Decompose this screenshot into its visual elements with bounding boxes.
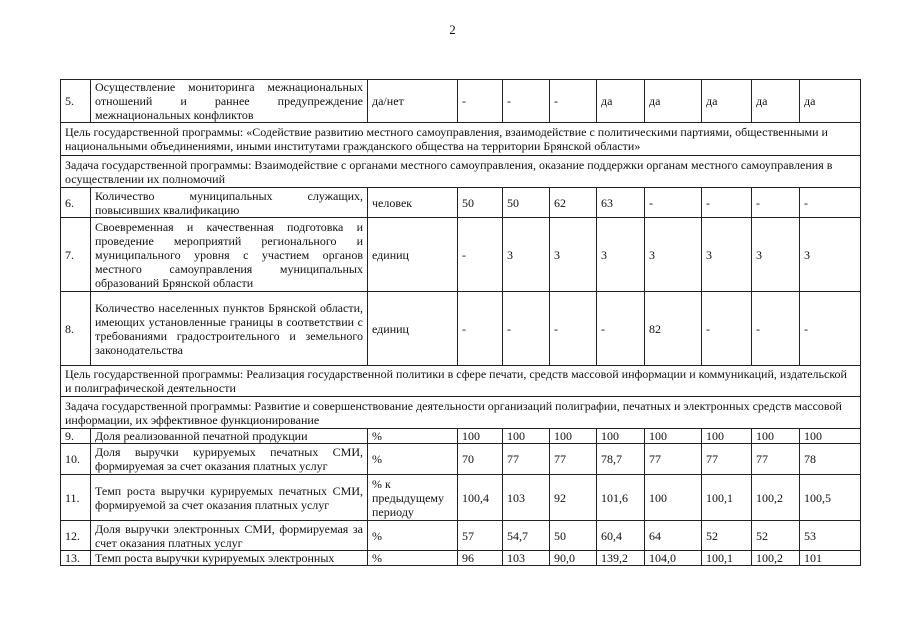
value-cell: 82 (645, 292, 702, 366)
value-cell: 104,0 (645, 551, 702, 566)
indicators-table (60, 79, 861, 566)
value-cell: 139,2 (597, 551, 645, 566)
program-task: Задача государственной программы: Взаимодействие с органами местного самоуправления, оказание поддержки органам местного самоуправления в осуществлении их полномочий (61, 156, 861, 188)
indicator-name: Доля выручки курируемых печатных СМИ, формируемая за счет оказания платных услуг (91, 444, 368, 475)
table-row (61, 475, 861, 521)
row-number: 8. (61, 292, 91, 366)
value-cell: да (645, 80, 702, 123)
row-number: 12. (61, 521, 91, 551)
unit: % (368, 429, 458, 444)
value-cell: 100 (550, 429, 597, 444)
value-cell: 100,5 (800, 475, 861, 521)
indicator-name: Темп роста выручки курируемых электронных (91, 551, 368, 566)
row-number: 11. (61, 475, 91, 521)
table-row (61, 218, 861, 292)
program-goal: Цель государственной программы: «Содействие развитию местного самоуправления, взаимодействие с политическими партиями, общественными и национальными объединениями, иными институтами гражданского общества на территории Брянской области» (61, 123, 861, 156)
value-cell: 54,7 (503, 521, 550, 551)
value-cell: - (752, 188, 800, 218)
value-cell: 78,7 (597, 444, 645, 475)
value-cell: да (702, 80, 752, 123)
value-cell: 3 (597, 218, 645, 292)
value-cell: 100 (597, 429, 645, 444)
value-cell: да (597, 80, 645, 123)
value-cell: 3 (752, 218, 800, 292)
table-row (61, 397, 861, 429)
table-row (61, 188, 861, 218)
unit: единиц (368, 218, 458, 292)
value-cell: 100 (752, 429, 800, 444)
value-cell: 100 (645, 429, 702, 444)
value-cell: 92 (550, 475, 597, 521)
value-cell: - (597, 292, 645, 366)
value-cell: 52 (752, 521, 800, 551)
value-cell: - (752, 292, 800, 366)
row-number: 6. (61, 188, 91, 218)
indicator-name: Своевременная и качественная подготовка и проведение мероприятий регионального и муниципального уровня с участием органов местного самоуправления муниципальных образований Брянской области (91, 218, 368, 292)
row-number: 13. (61, 551, 91, 566)
value-cell: 78 (800, 444, 861, 475)
value-cell: 50 (458, 188, 503, 218)
value-cell: - (702, 292, 752, 366)
table-row (61, 521, 861, 551)
indicator-name: Количество муниципальных служащих, повысивших квалификацию (91, 188, 368, 218)
table-row (61, 123, 861, 156)
unit: единиц (368, 292, 458, 366)
value-cell: 70 (458, 444, 503, 475)
value-cell: 100 (645, 475, 702, 521)
value-cell: - (458, 292, 503, 366)
row-number: 9. (61, 429, 91, 444)
value-cell: 64 (645, 521, 702, 551)
table-row (61, 429, 861, 444)
row-number: 10. (61, 444, 91, 475)
table-row (61, 292, 861, 366)
indicator-name: Доля реализованной печатной продукции (91, 429, 368, 444)
indicator-name: Количество населенных пунктов Брянской области, имеющих установленные границы в соответствии с требованиями градостроительного и земельного законодательства (91, 292, 368, 366)
value-cell: 77 (550, 444, 597, 475)
unit: % (368, 551, 458, 566)
value-cell: 103 (503, 475, 550, 521)
table-row (61, 156, 861, 188)
value-cell: 3 (702, 218, 752, 292)
table-row (61, 366, 861, 397)
value-cell: 77 (752, 444, 800, 475)
value-cell: 103 (503, 551, 550, 566)
indicator-name: Темп роста выручки курируемых печатных СМИ, формируемой за счет оказания платных услуг (91, 475, 368, 521)
value-cell: 57 (458, 521, 503, 551)
value-cell: 100,4 (458, 475, 503, 521)
table-row (61, 551, 861, 566)
value-cell: 3 (800, 218, 861, 292)
indicator-name: Осуществление мониторинга межнациональных отношений и раннее предупреждение межнациональных конфликтов (91, 80, 368, 123)
value-cell: 100,2 (752, 475, 800, 521)
value-cell: 3 (645, 218, 702, 292)
unit: % к предыдущему периоду (368, 475, 458, 521)
value-cell: 101 (800, 551, 861, 566)
table-row (61, 444, 861, 475)
unit: да/нет (368, 80, 458, 123)
value-cell: 90,0 (550, 551, 597, 566)
unit: % (368, 521, 458, 551)
value-cell: 100,1 (702, 551, 752, 566)
value-cell: 60,4 (597, 521, 645, 551)
value-cell: 62 (550, 188, 597, 218)
value-cell: да (752, 80, 800, 123)
value-cell: да (800, 80, 861, 123)
value-cell: 52 (702, 521, 752, 551)
unit: % (368, 444, 458, 475)
value-cell: 100 (800, 429, 861, 444)
value-cell: - (702, 188, 752, 218)
row-number: 7. (61, 218, 91, 292)
value-cell: 50 (503, 188, 550, 218)
value-cell: 100,1 (702, 475, 752, 521)
value-cell: 100 (503, 429, 550, 444)
value-cell: 3 (550, 218, 597, 292)
value-cell: 101,6 (597, 475, 645, 521)
value-cell: - (503, 80, 550, 123)
value-cell: - (458, 218, 503, 292)
value-cell: 77 (503, 444, 550, 475)
table-row (61, 80, 861, 123)
value-cell: 50 (550, 521, 597, 551)
indicator-name: Доля выручки электронных СМИ, формируемая за счет оказания платных услуг (91, 521, 368, 551)
value-cell: 3 (503, 218, 550, 292)
row-number: 5. (61, 80, 91, 123)
value-cell: 77 (702, 444, 752, 475)
unit: человек (368, 188, 458, 218)
page-number: 2 (449, 22, 456, 37)
value-cell: 96 (458, 551, 503, 566)
value-cell: - (458, 80, 503, 123)
value-cell: 100 (702, 429, 752, 444)
program-task: Задача государственной программы: Развитие и совершенствование деятельности организаций полиграфии, печатных и электронных средств массовой информации, их эффективное функционирование (61, 397, 861, 429)
value-cell: 100,2 (752, 551, 800, 566)
value-cell: 63 (597, 188, 645, 218)
value-cell: 77 (645, 444, 702, 475)
value-cell: - (503, 292, 550, 366)
program-goal: Цель государственной программы: Реализация государственной политики в сфере печати, средств массовой информации и коммуникаций, издательской и полиграфической деятельности (61, 366, 861, 397)
value-cell: - (645, 188, 702, 218)
value-cell: 100 (458, 429, 503, 444)
value-cell: - (550, 80, 597, 123)
value-cell: - (800, 292, 861, 366)
value-cell: 53 (800, 521, 861, 551)
value-cell: - (800, 188, 861, 218)
value-cell: - (550, 292, 597, 366)
